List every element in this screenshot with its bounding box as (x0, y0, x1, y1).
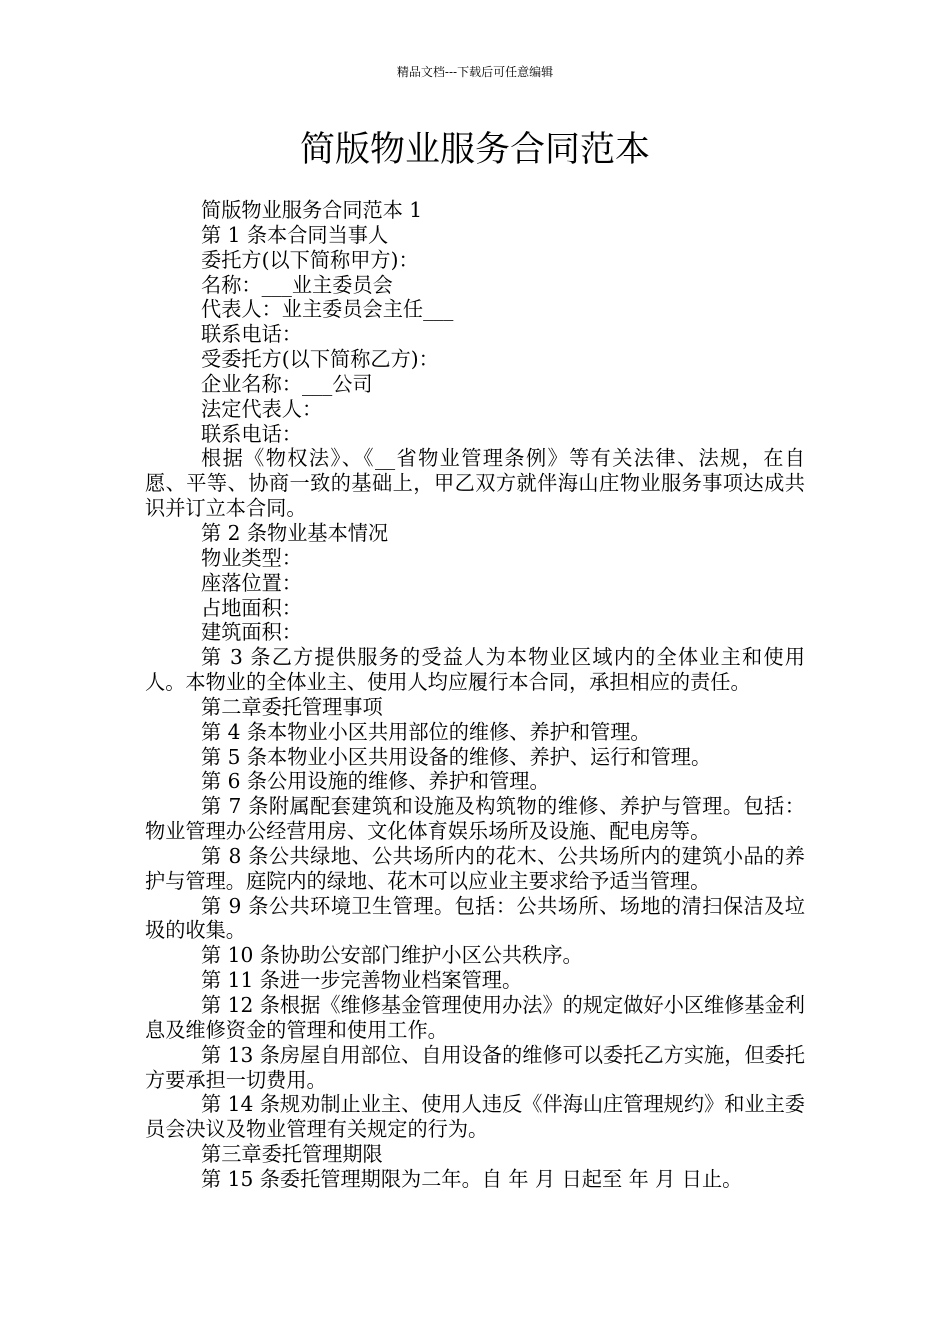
paragraph: 法定代表人： (201, 396, 323, 421)
page-header-note: 精品文档---下载后可任意编辑 (396, 65, 554, 79)
paragraph: 第 4 条本物业小区共用部位的维修、养护和管理。 (201, 719, 651, 744)
paragraph: 委托方(以下简称甲方)： (201, 247, 419, 272)
paragraph: 简版物业服务合同范本 1 (201, 198, 423, 222)
paragraph: 第 15 条委托管理期限为二年。自 年 月 日起至 年 月 日止。 (201, 1166, 743, 1191)
paragraph: 第 2 条物业基本情况 (201, 520, 389, 545)
paragraph: 企业名称：___公司 (201, 371, 373, 396)
paragraph: 物业类型： (201, 545, 302, 570)
paragraph: 第二章委托管理事项 (201, 694, 383, 719)
paragraph: 受委托方(以下简称乙方)： (201, 347, 439, 372)
paragraph: 第 11 条进一步完善物业档案管理。 (201, 968, 523, 993)
paragraph: 座落位置： (201, 570, 302, 595)
paragraph: 第 7 条附属配套建筑和设施及构筑物的维修、养护与管理。包括：物业管理办公经营用房、文化体育娱乐场所及设施、配电房等。 (145, 794, 805, 844)
paragraph: 根据《物权法》、《__省物业管理条例》等有关法律、法规，在自愿、平等、协商一致的基础上，甲乙双方就伴海山庄物业服务事项达成共识并订立本合同。 (145, 446, 805, 521)
paragraph: 第 14 条规劝制止业主、使用人违反《伴海山庄管理规约》和业主委员会决议及物业管理有关规定的行为。 (145, 1092, 805, 1142)
paragraph: 联系电话： (201, 421, 302, 446)
paragraph: 第 1 条本合同当事人 (201, 222, 389, 247)
paragraph: 代表人：业主委员会主任___ (201, 297, 454, 322)
paragraph: 第 6 条公用设施的维修、养护和管理。 (201, 769, 550, 794)
paragraph: 第 9 条公共环境卫生管理。包括：公共场所、场地的清扫保洁及垃圾的收集。 (145, 893, 805, 943)
paragraph: 联系电话： (201, 322, 302, 347)
paragraph: 第三章委托管理期限 (201, 1142, 383, 1167)
paragraph: 建筑面积： (201, 620, 302, 645)
document-title: 简版物业服务合同范本 (299, 130, 650, 170)
paragraph: 占地面积： (201, 595, 302, 620)
paragraph: 第 13 条房屋自用部位、自用设备的维修可以委托乙方实施，但委托方要承担一切费用。 (145, 1042, 805, 1092)
paragraph: 名称：___业主委员会 (201, 272, 393, 297)
paragraph: 第 12 条根据《维修基金管理使用办法》的规定做好小区维修基金利息及维修资金的管理和使用工作。 (145, 993, 805, 1042)
paragraph: 第 3 条乙方提供服务的受益人为本物业区域内的全体业主和使用人。本物业的全体业主、使用人均应履行本合同，承担相应的责任。 (145, 645, 805, 695)
paragraph: 第 5 条本物业小区共用设备的维修、养护、运行和管理。 (201, 744, 712, 769)
paragraph: 第 10 条协助公安部门维护小区公共秩序。 (201, 943, 583, 968)
document-body (145, 198, 805, 1192)
paragraph: 第 8 条公共绿地、公共场所内的花木、公共场所内的建筑小品的养护与管理。庭院内的绿地、花木可以应业主要求给予适当管理。 (145, 843, 805, 893)
